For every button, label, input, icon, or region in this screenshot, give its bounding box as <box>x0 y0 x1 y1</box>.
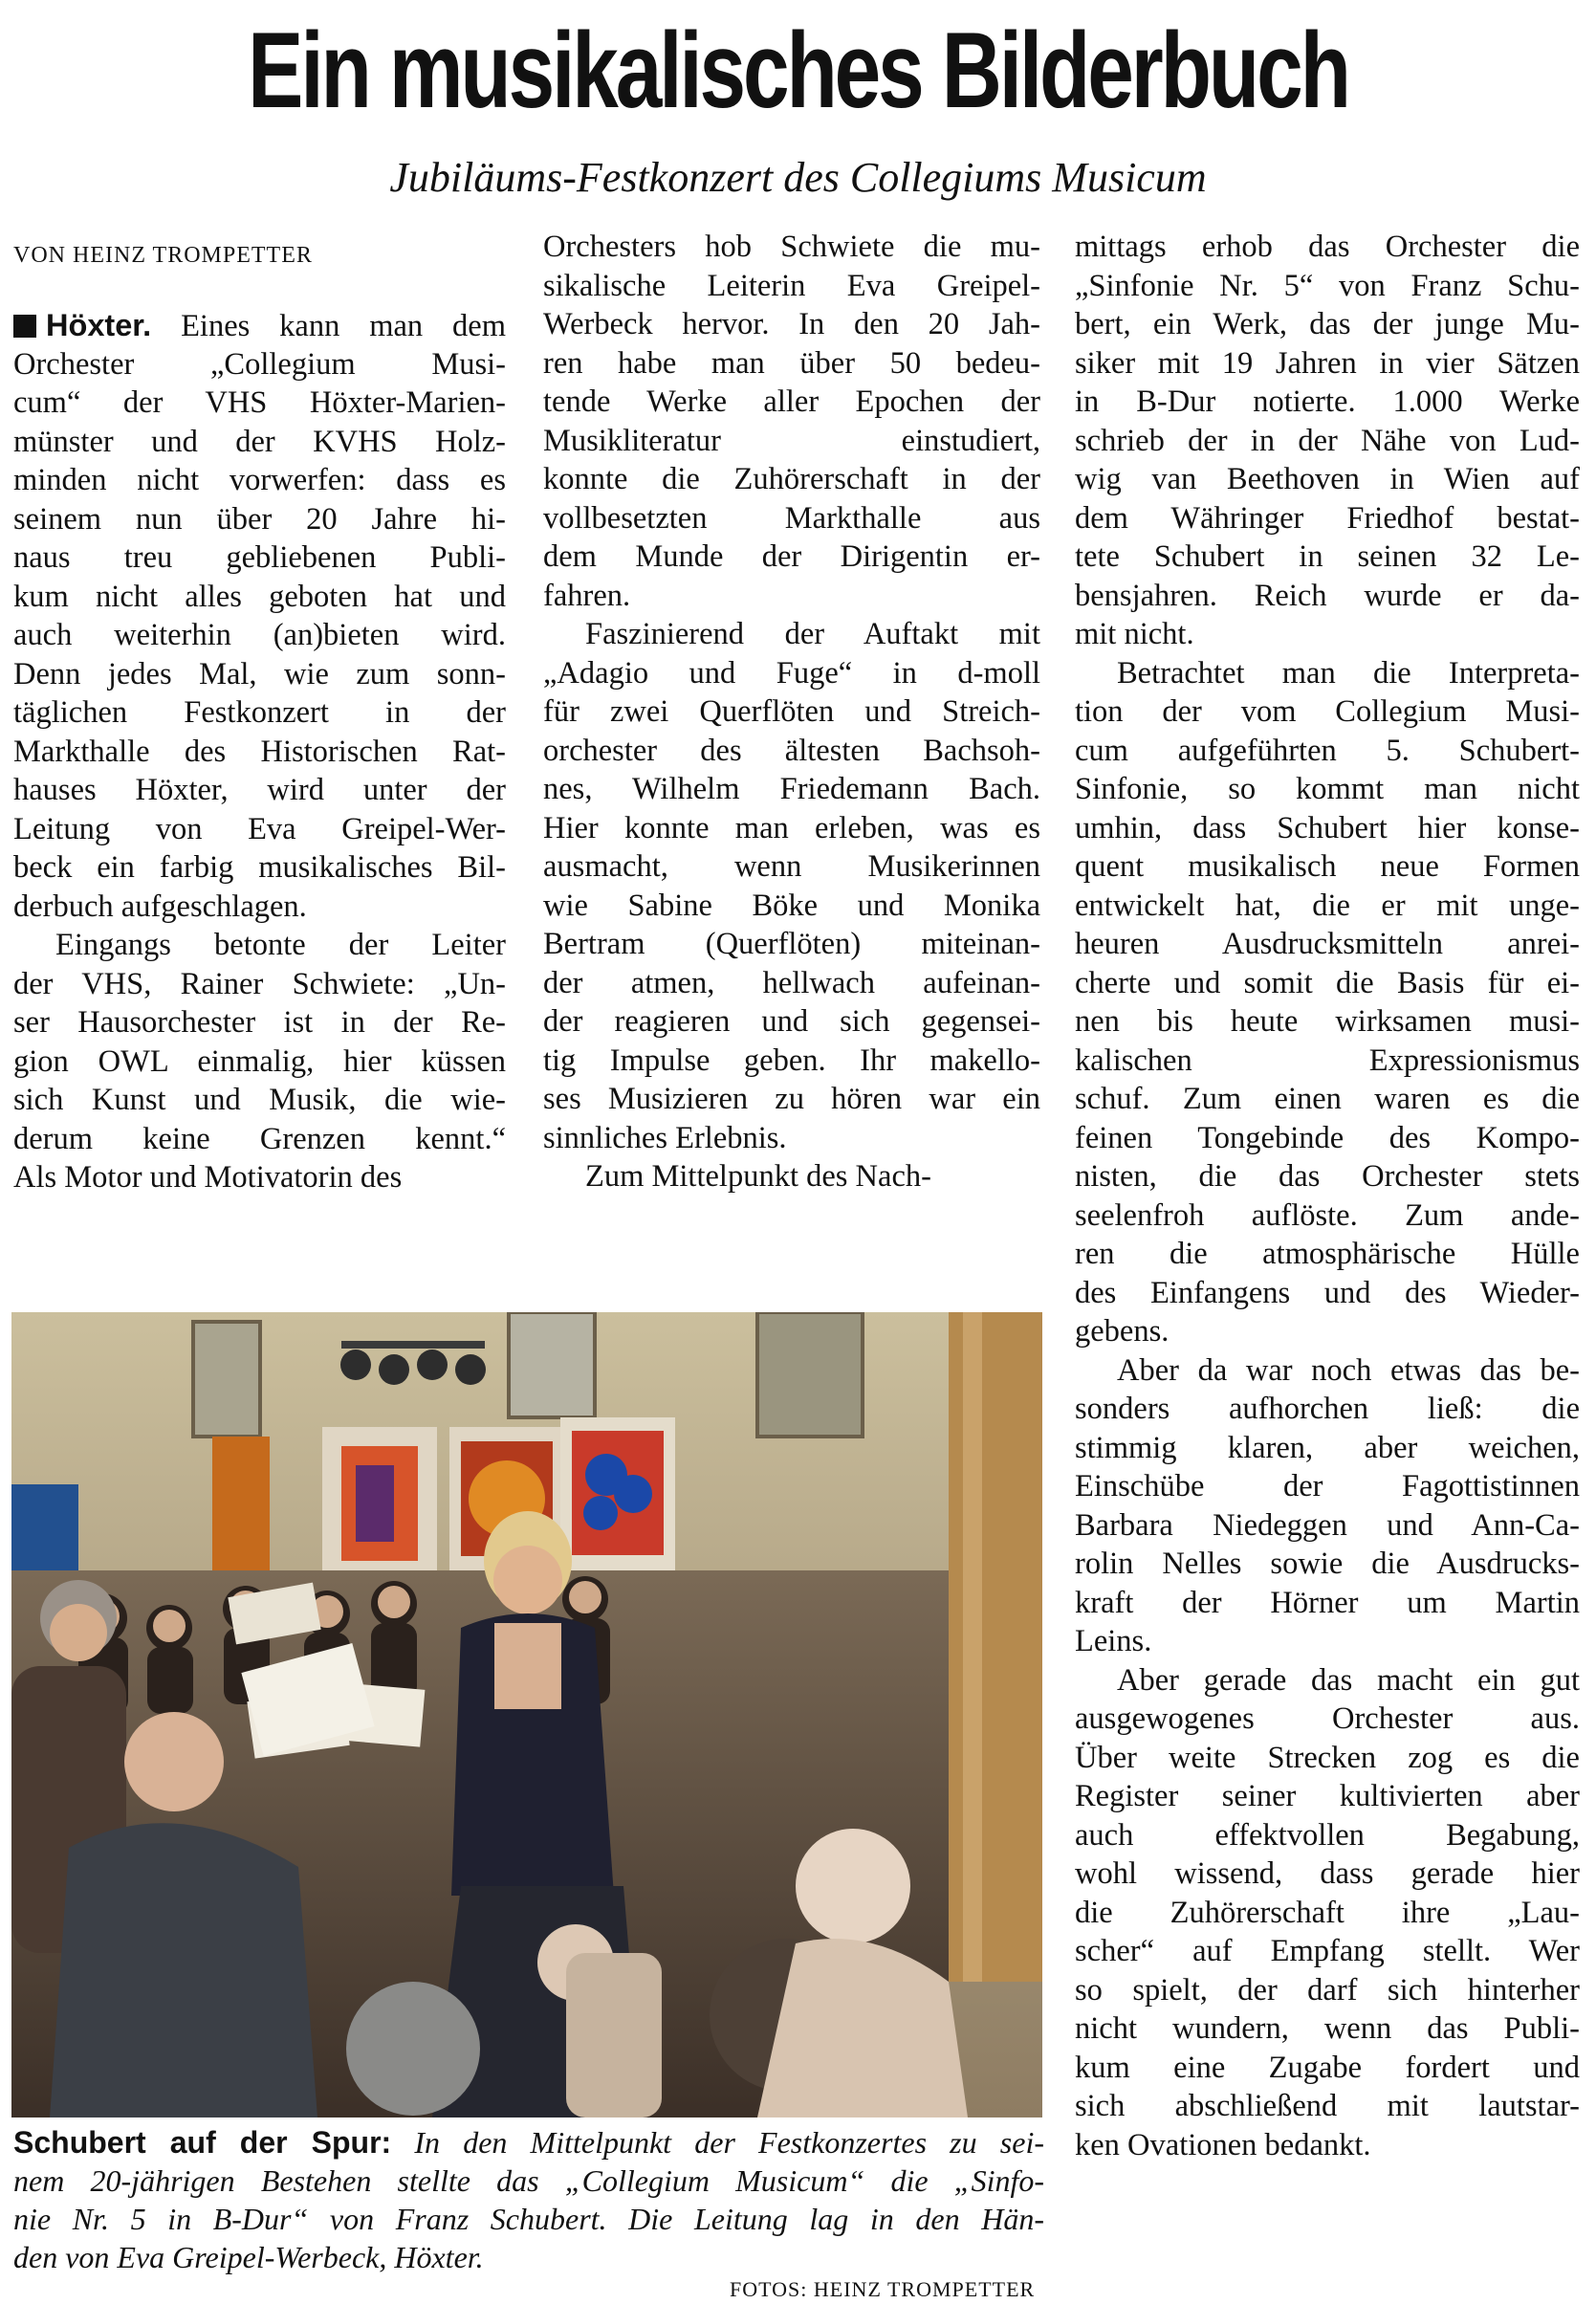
article-line: ren habe man über 50 bedeu- <box>543 345 1040 381</box>
dateline-place: Höxter. <box>46 308 152 342</box>
article-line: nicht wundern, wenn das Publi- <box>1075 2011 1580 2046</box>
article-line: tig Impulse geben. Ihr makello- <box>543 1042 1040 1078</box>
article-line: Orchester „Collegium Musi- <box>13 346 506 382</box>
article-line: naus treu gebliebenen Publi- <box>13 540 506 575</box>
article-line: Faszinierend der Auftakt mit <box>585 617 1040 651</box>
caption-line: nem 20-jährigen Bestehen stellte das „Collegium Musicum“ die „Sinfo- <box>13 2163 1044 2198</box>
caption-text: In den Mittelpunkt der Festkonzertes zu sei- <box>391 2125 1045 2160</box>
article-line: sich abschließend mit lautstar- <box>1075 2089 1580 2123</box>
article-line: cum aufgeführten 5. Schubert- <box>1075 733 1580 768</box>
caption-label: Schubert auf der Spur: <box>13 2125 392 2160</box>
article-column-2 <box>543 228 1040 1196</box>
article-line-text: Eines kann man dem <box>151 309 506 343</box>
article-line: Aber gerade das macht ein gut <box>1117 1662 1580 1698</box>
article-line: Aber da war noch etwas das be- <box>1117 1352 1580 1388</box>
article-line: auch effektvollen Begabung, <box>1075 1817 1580 1853</box>
article-line: auch weiterhin (an)bieten wird. <box>13 618 506 652</box>
article-line: Leitung von Eva Greipel-Wer- <box>13 811 506 846</box>
article-line: Leins. <box>1075 1624 1152 1658</box>
article-line: Einschübe der Fagottistinnen <box>1075 1469 1580 1503</box>
article-line: ses Musizieren zu hören war ein <box>543 1082 1040 1116</box>
article-line: die Zuhörerschaft ihre „Lau- <box>1075 1895 1580 1930</box>
article-line: rolin Nelles sowie die Ausdrucks- <box>1075 1547 1580 1581</box>
article-line: Bertram (Querflöten) miteinan- <box>543 927 1040 961</box>
article-line: Musikliteratur einstudiert, <box>543 423 1040 458</box>
article-line: wie Sabine Böke und Monika <box>543 888 1040 923</box>
article-line: münster und der KVHS Holz- <box>13 424 506 459</box>
article-line: derbuch aufgeschlagen. <box>13 889 307 924</box>
article-line: minden nicht vorwerfen: dass es <box>13 463 506 497</box>
article-line: Zum Mittelpunkt des Nach- <box>585 1159 931 1194</box>
article-line: schuf. Zum einen waren es die <box>1075 1082 1580 1116</box>
article-subheadline: Jubiläums-Festkonzert des Collegiums Musicum <box>389 154 1207 201</box>
article-line: des Einfangens und des Wieder- <box>1075 1275 1580 1310</box>
article-line: sikalische Leiterin Eva Greipel- <box>543 268 1040 303</box>
article-line: kum eine Zugabe fordert und <box>1075 2050 1580 2085</box>
article-line: dem Munde der Dirigentin er- <box>543 539 1040 574</box>
article-line: bensjahren. Reich wurde er da- <box>1075 578 1580 613</box>
article-line: nes, Wilhelm Friedemann Bach. <box>543 772 1040 806</box>
caption-line: nie Nr. 5 in B-Dur“ von Franz Schubert. Die Leitung lag in den Hän- <box>13 2202 1044 2236</box>
caption-line: den von Eva Greipel-Werbeck, Höxter. <box>13 2240 484 2274</box>
article-line: der VHS, Rainer Schwiete: „Un- <box>13 966 506 1001</box>
article-line: kalischen Expressionismus <box>1075 1042 1580 1078</box>
lead-bullet <box>13 315 36 338</box>
article-line: nisten, die das Orchester stets <box>1075 1159 1580 1194</box>
article-line: scher“ auf Empfang stellt. Wer <box>1075 1934 1580 1968</box>
article-line: gion OWL einmalig, hier küssen <box>13 1043 506 1079</box>
article-line: cum“ der VHS Höxter-Marien- <box>13 385 506 420</box>
article-headline: Ein musikalisches Bilderbuch <box>248 11 1348 130</box>
article-line: der atmen, hellwach aufeinan- <box>543 965 1040 1000</box>
article-line: Werbeck hervor. In den 20 Jah- <box>543 307 1040 341</box>
article-line: Hier konnte man erleben, was es <box>543 810 1040 845</box>
article-line: quent musikalisch neue Formen <box>1075 849 1580 884</box>
article-line: seinem nun über 20 Jahre hi- <box>13 501 506 537</box>
article-line: Als Motor und Motivatorin des <box>13 1160 403 1195</box>
article-line: Über weite Strecken zog es die <box>1075 1740 1580 1775</box>
article-column-1 <box>13 306 506 1197</box>
article-line: bert, ein Werk, das der junge Mu- <box>1075 307 1580 341</box>
article-line: mit nicht. <box>1075 617 1194 651</box>
article-line: Markthalle des Historischen Rat- <box>13 734 506 769</box>
article-line: tion der vom Collegium Musi- <box>1075 694 1580 729</box>
photo-caption <box>13 2123 1044 2276</box>
orchestra-concert-illustration <box>11 1312 1042 2117</box>
article-line: Barbara Niedeggen und Ann-Ca- <box>1075 1507 1580 1543</box>
article-line: konnte die Zuhörerschaft in der <box>543 462 1040 496</box>
article-line: so spielt, der darf sich hinterher <box>1075 1972 1580 2008</box>
article-line: umhin, dass Schubert hier konse- <box>1075 810 1580 845</box>
article-line: stimmig klaren, aber weichen, <box>1075 1430 1580 1465</box>
article-line: hauses Höxter, wird unter der <box>13 773 506 807</box>
article-line: kraft der Hörner um Martin <box>1075 1585 1580 1620</box>
article-line: täglichen Festkonzert in der <box>13 695 506 730</box>
article-line: fahren. <box>543 578 631 613</box>
article-line: nen bis heute wirksamen musi- <box>1075 1004 1580 1039</box>
article-line: dem Währinger Friedhof bestat- <box>1075 500 1580 536</box>
article-line: der reagieren und sich gegensei- <box>543 1004 1040 1039</box>
article-line: „Sinfonie Nr. 5“ von Franz Schu- <box>1075 268 1580 303</box>
article-line: schrieb der in der Nähe von Lud- <box>1075 423 1580 458</box>
concert-photo <box>11 1312 1042 2117</box>
article-line: mittags erhob das Orchester die <box>1075 230 1580 264</box>
article-line: Eingangs betonte der Leiter <box>55 928 506 962</box>
article-line: Register seiner kultivierten aber <box>1075 1779 1580 1813</box>
caption-line <box>13 2123 1044 2161</box>
photo-credit: FOTOS: HEINZ TROMPETTER <box>730 2277 1036 2301</box>
article-line: ser Hausorchester ist in der Re- <box>13 1005 506 1040</box>
article-line: wohl wissend, dass gerade hier <box>1075 1856 1580 1891</box>
article-line: gebens. <box>1075 1314 1170 1349</box>
article-line: sinnliches Erlebnis. <box>543 1120 787 1155</box>
article-line: wig van Beethoven in Wien auf <box>1075 462 1580 496</box>
article-line: ken Ovationen bedankt. <box>1075 2127 1371 2162</box>
article-line: sich Kunst und Musik, die wie- <box>13 1083 506 1117</box>
article-line: feinen Tongebinde des Kompo- <box>1075 1120 1580 1155</box>
article-line: in B-Dur notierte. 1.000 Werke <box>1075 384 1580 419</box>
article-line: Orchesters hob Schwiete die mu- <box>543 230 1040 264</box>
article-line: entwickelt hat, die er mit unge- <box>1075 888 1580 923</box>
article-line: ausgewogenes Orchester aus. <box>1075 1701 1580 1736</box>
article-line: derum keine Grenzen kennt.“ <box>13 1121 506 1156</box>
article-line: cherte und somit die Basis für ei- <box>1075 965 1580 1000</box>
article-line: sonders aufhorchen ließ: die <box>1075 1392 1580 1426</box>
article-line: beck ein farbig musikalisches Bil- <box>13 850 506 885</box>
article-line: Betrachtet man die Interpreta- <box>1117 655 1580 691</box>
article-line <box>13 306 506 345</box>
article-line: tende Werke aller Epochen der <box>543 384 1040 419</box>
article-line: heuren Ausdrucksmitteln anrei- <box>1075 927 1580 961</box>
article-line: Denn jedes Mal, wie zum sonn- <box>13 656 506 691</box>
article-column-3 <box>1075 228 1580 2164</box>
article-line: ausmacht, wenn Musikerinnen <box>543 849 1040 884</box>
article-line: seelenfroh auflöste. Zum ande- <box>1075 1197 1580 1233</box>
article-line: Sinfonie, so kommt man nicht <box>1075 772 1580 806</box>
article-line: für zwei Querflöten und Streich- <box>543 694 1040 729</box>
byline: VON HEINZ TROMPETTER <box>13 243 313 268</box>
article-line: siker mit 19 Jahren in vier Sätzen <box>1075 345 1580 381</box>
article-line: tete Schubert in seinen 32 Le- <box>1075 539 1580 574</box>
article-line: kum nicht alles geboten hat und <box>13 579 506 614</box>
article-line: orchester des ältesten Bachsoh- <box>543 733 1040 768</box>
article-line: „Adagio und Fuge“ in d-moll <box>543 655 1040 691</box>
article-line: vollbesetzten Markthalle aus <box>543 500 1040 536</box>
article-line: ren die atmosphärische Hülle <box>1075 1237 1580 1271</box>
